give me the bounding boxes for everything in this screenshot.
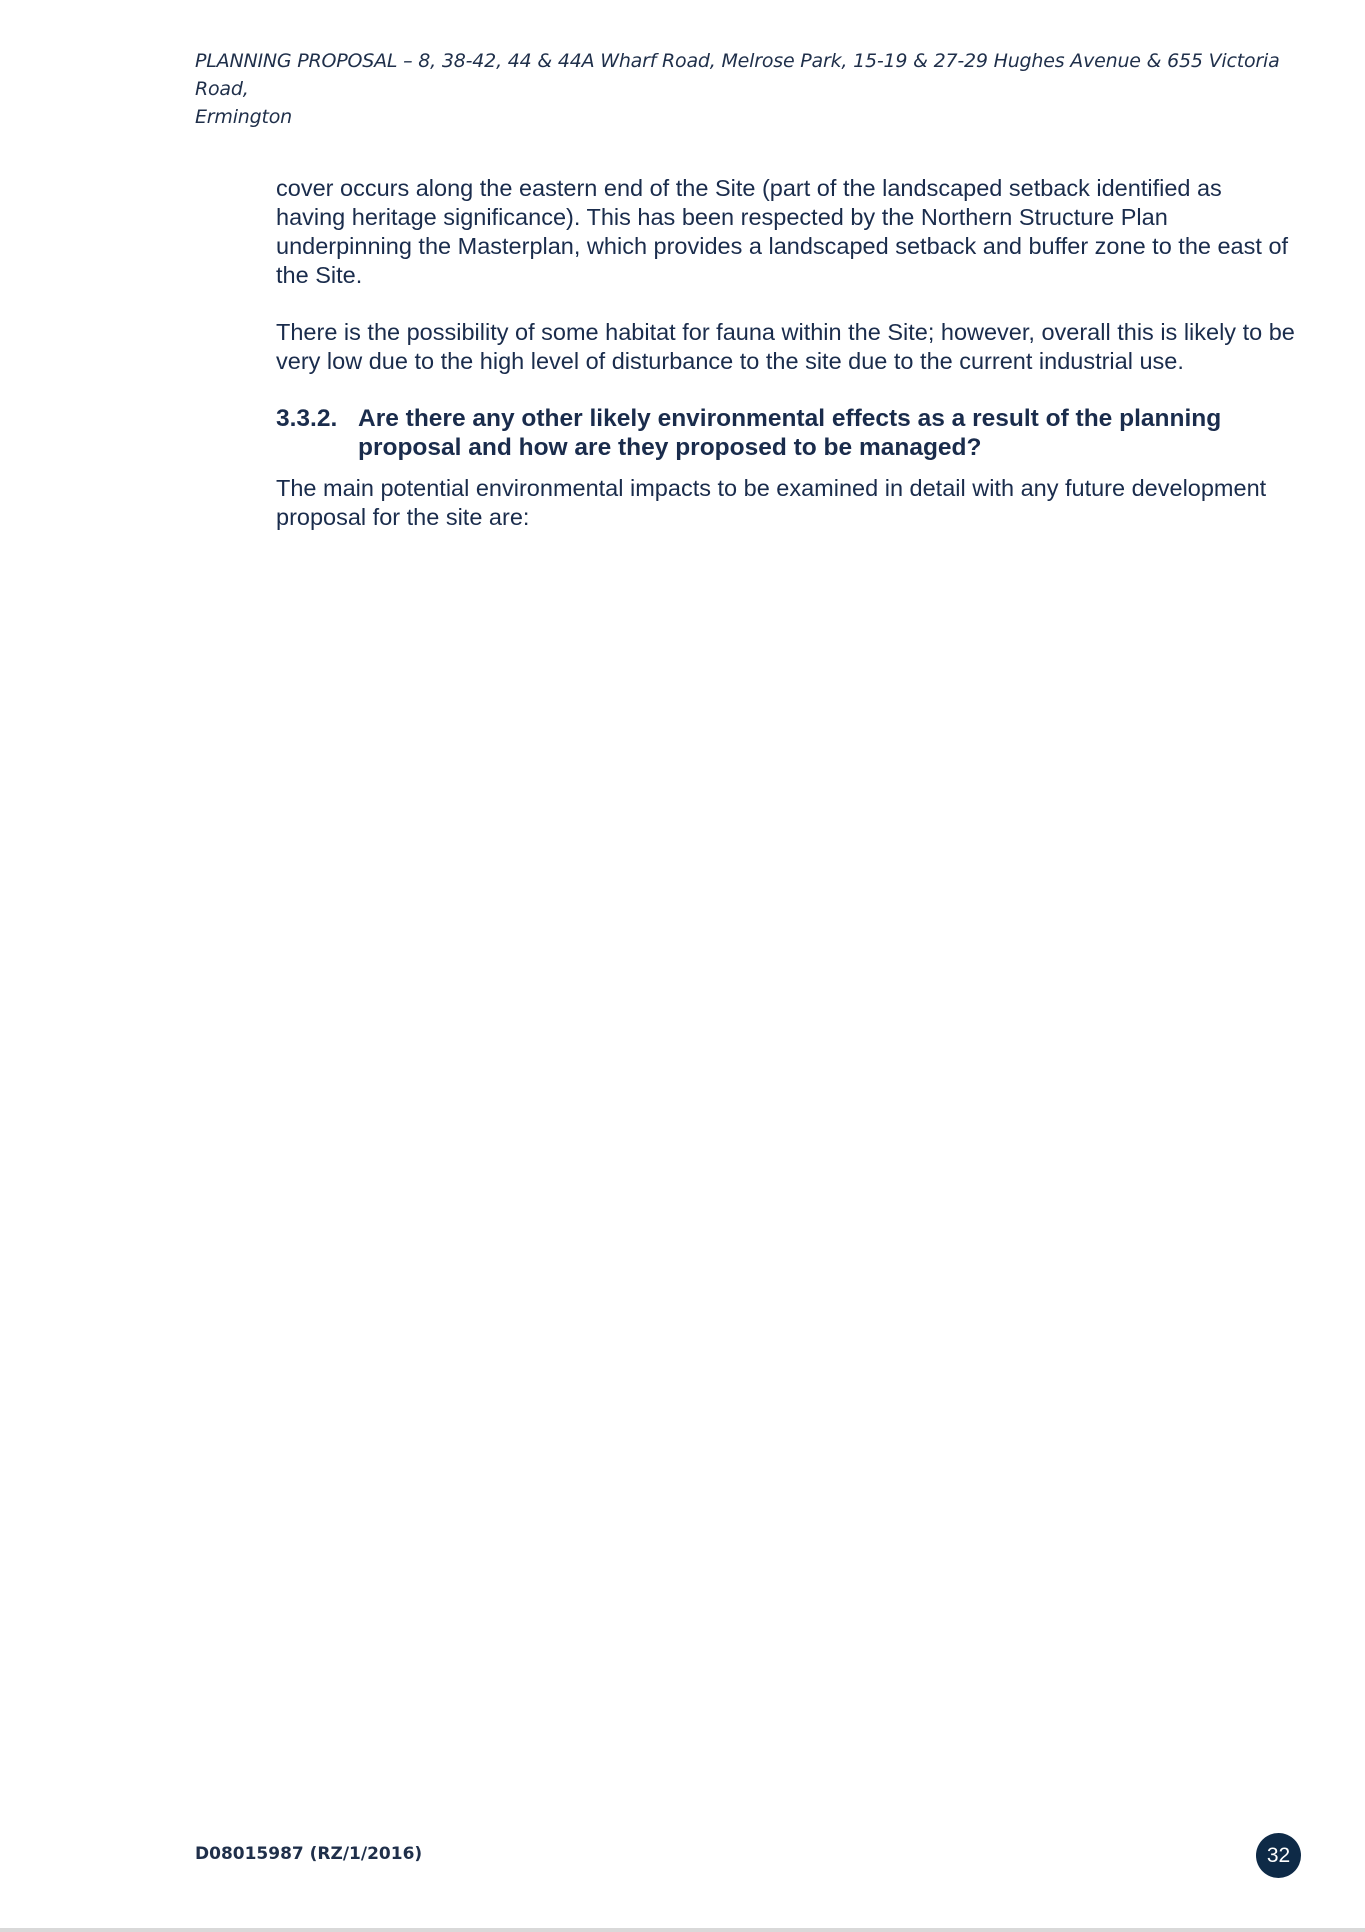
header-title-line-2: Ermington	[195, 106, 293, 128]
page-header	[195, 47, 1295, 131]
page-number-badge: 32	[1256, 1833, 1301, 1878]
section-heading	[276, 404, 1296, 462]
document-reference: D08015987 (RZ/1/2016)	[195, 1844, 423, 1864]
bottom-divider	[0, 1928, 1365, 1932]
body-paragraph-2: There is the possibility of some habitat for fauna within the Site; however, overall this is likely to be very low due to the high level of disturbance to the site due to the current industrial use.	[276, 319, 1295, 374]
body-paragraph-1: cover occurs along the eastern end of the Site (part of the landscaped setback identified as having heritage significance). This has been respected by the Northern Structure Plan underpinning the Masterplan, which provides a landscaped setback and buffer zone to the east of the Site.	[276, 175, 1289, 288]
document-body	[276, 174, 1296, 532]
body-paragraph-3: The main potential environmental impacts to be examined in detail with any future development proposal for the site are:	[276, 475, 1267, 530]
header-title-line-1: PLANNING PROPOSAL – 8, 38-42, 44 & 44A Wharf Road, Melrose Park, 15-19 & 27-29 Hughes Avenue & 655 Victoria Road,	[195, 50, 1280, 100]
section-number: 3.3.2.	[276, 405, 338, 432]
section-title: Are there any other likely environmental effects as a result of the planning proposal and how are they proposed to be managed?	[358, 405, 1222, 461]
